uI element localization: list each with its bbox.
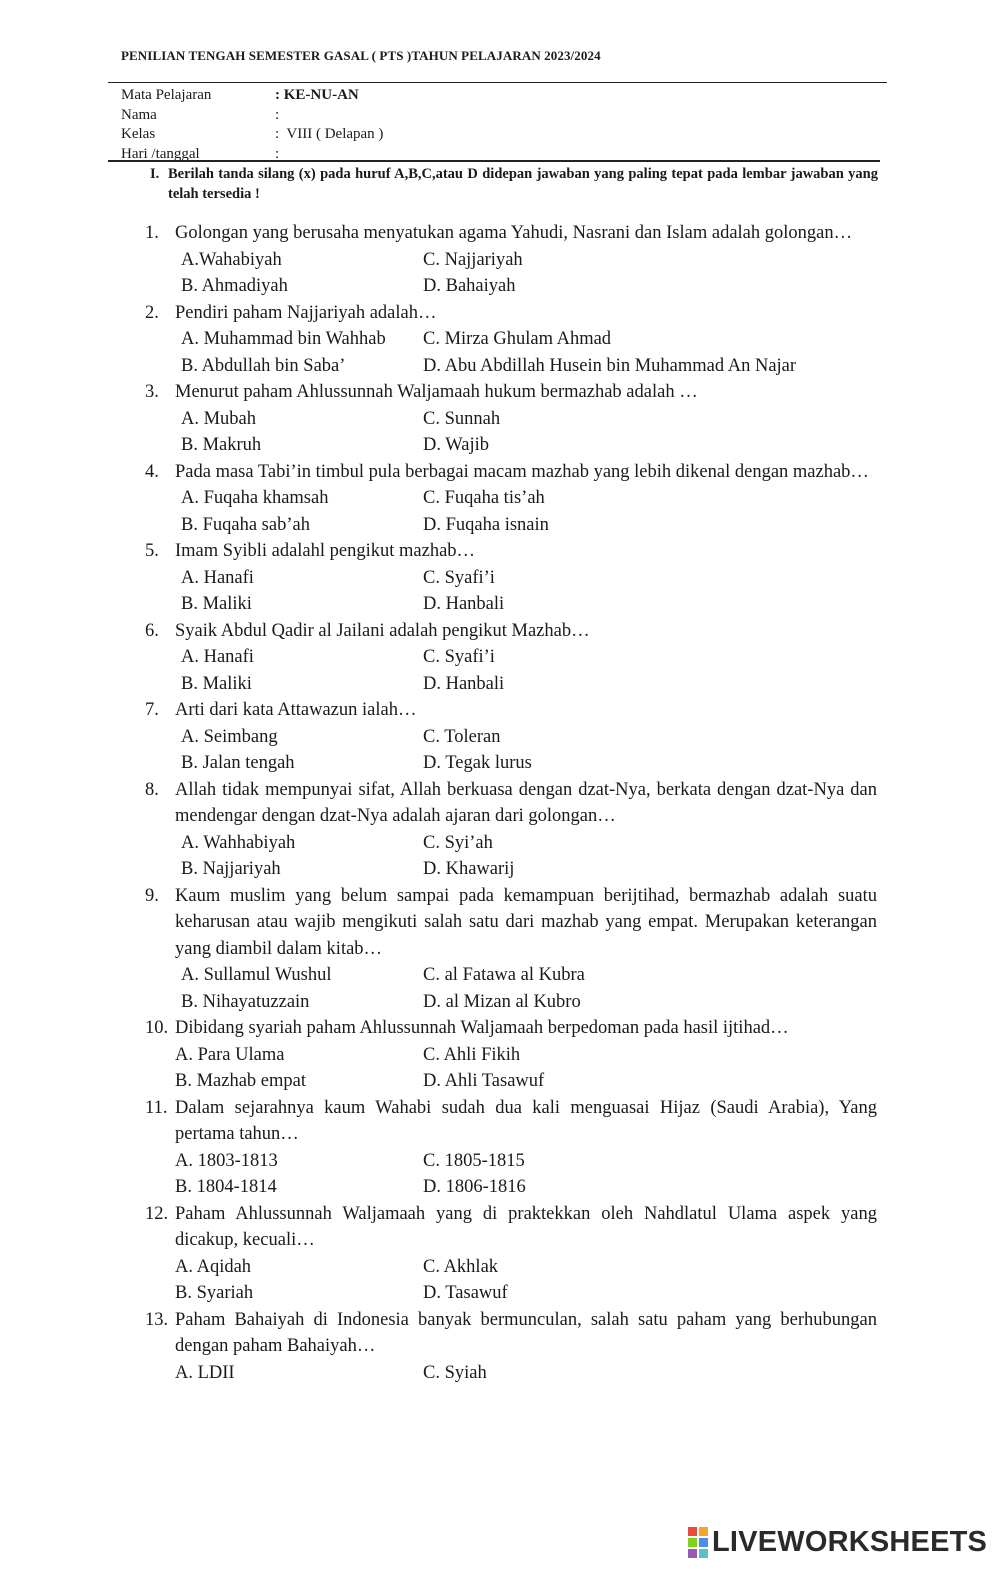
question-text: Kaum muslim yang belum sampai pada kemampuan berijtihad, bermazhab adalah suatu keharusan atau wajib mengikuti salah satu dari mazhab yang empat. Merupakan keterangan yang diambil dalam kitab… [175,885,877,959]
option-d[interactable]: D. Ahli Tasawuf [423,1071,545,1091]
logo-square [699,1527,708,1536]
option-row [145,512,877,539]
meta-row-subject [121,86,821,106]
option-c[interactable]: C. Mirza Ghulam Ahmad [423,329,612,349]
option-row [145,750,877,777]
option-a[interactable]: A.Wahabiyah [181,249,282,270]
question-number: 8. [145,779,159,800]
option-d[interactable]: D. Khawarij [423,859,515,879]
question-number: 10. [145,1018,169,1038]
option-d[interactable]: D. 1806-1816 [423,1177,526,1197]
option-a[interactable]: A. Aqidah [175,1256,252,1277]
option-row [145,1174,877,1201]
meta-value: : KE-NU-AN [275,87,359,103]
question-item [145,1015,877,1095]
brand-name: LIVEWORKSHEETS [712,1525,988,1558]
option-c[interactable]: C. al Fatawa al Kubra [423,965,585,985]
option-b[interactable]: B. 1804-1814 [175,1177,277,1197]
question-text: Pada masa Tabi’in timbul pula berbagai macam mazhab yang lebih dikenal dengan mazhab… [175,461,869,482]
liveworksheets-logo-icon [688,1527,708,1558]
option-c[interactable]: C. Syi’ah [423,832,493,853]
question-list [145,220,877,1386]
header-divider [108,82,887,83]
student-info [121,86,821,164]
option-d[interactable]: D. al Mizan al Kubro [423,991,581,1012]
meta-label: Mata Pelajaran [121,87,212,103]
option-b[interactable]: B. Fuqaha sab’ah [181,514,310,535]
option-row [145,247,877,274]
question-text: Paham Ahlussunnah Waljamaah yang di praktekkan oleh Nahdlatul Ulama aspek yang dicakup, kecuali… [175,1203,877,1250]
question-item [145,459,877,539]
question-item [145,1307,877,1387]
question-number: 7. [145,700,159,720]
option-row [145,1148,877,1175]
option-b[interactable]: B. Syariah [175,1283,254,1303]
option-row [145,406,877,433]
question-text: Paham Bahaiyah di Indonesia banyak bermunculan, salah satu paham yang berhubungan dengan paham Bahaiyah… [175,1309,877,1356]
option-d[interactable]: D. Hanbali [423,594,505,614]
question-number: 1. [145,223,159,243]
question-item [145,379,877,459]
logo-square [688,1549,697,1558]
option-a[interactable]: A. Hanafi [181,647,254,667]
option-c[interactable]: C. Akhlak [423,1256,499,1277]
question-text: Dalam sejarahnya kaum Wahabi sudah dua kali menguasai Hijaz (Saudi Arabia), Yang pertama tahun… [175,1097,877,1144]
option-a[interactable]: A. Seimbang [181,726,278,747]
option-row [145,353,877,380]
question-item [145,618,877,698]
question-text: Imam Syibli adalahl pengikut mazhab… [175,541,476,561]
option-row [145,485,877,512]
option-b[interactable]: B. Makruh [181,435,262,455]
question-item [145,883,877,1016]
option-c[interactable]: C. 1805-1815 [423,1150,525,1171]
meta-label: Hari /tanggal [121,145,200,162]
option-b[interactable]: B. Ahmadiyah [181,276,288,296]
option-a[interactable]: A. LDII [175,1362,235,1383]
option-row [145,1360,877,1387]
option-b[interactable]: B. Nihayatuzzain [181,991,310,1012]
option-d[interactable]: D. Fuqaha isnain [423,514,549,535]
option-b[interactable]: B. Maliki [181,594,252,614]
logo-square [699,1549,708,1558]
option-d[interactable]: D. Tegak lurus [423,753,532,773]
option-a[interactable]: A. Wahhabiyah [181,832,296,853]
question-item [145,1095,877,1201]
meta-value: : [275,145,280,162]
footer-brand [688,1525,987,1559]
instruction [150,164,878,204]
question-number: 4. [145,461,159,482]
option-d[interactable]: D. Bahaiyah [423,276,516,296]
question-number: 12. [145,1203,169,1224]
instruction-text: Berilah tanda silang (x) pada huruf A,B,C,atau D didepan jawaban yang paling tepat pada lembar jawaban yang telah tersedia ! [168,166,878,202]
option-d[interactable]: D. Hanbali [423,673,505,694]
option-a[interactable]: A. Para Ulama [175,1044,285,1065]
question-item [145,777,877,883]
option-c[interactable]: C. Toleran [423,726,501,747]
question-text: Pendiri paham Najjariyah adalah… [175,302,437,323]
question-text: Arti dari kata Attawazun ialah… [175,700,417,720]
question-number: 11. [145,1097,168,1118]
option-a[interactable]: A. Muhammad bin Wahhab [181,329,386,349]
option-row [145,989,877,1016]
option-row [145,644,877,671]
question-text: Dibidang syariah paham Ahlussunnah Waljamaah berpedoman pada hasil ijtihad… [175,1018,789,1038]
meta-label: Kelas [121,126,156,142]
option-row [145,591,877,618]
question-number: 13. [145,1309,169,1330]
option-c[interactable]: C. Ahli Fikih [423,1044,521,1065]
option-row [145,273,877,300]
question-item [145,220,877,300]
option-a[interactable]: A. 1803-1813 [175,1150,278,1171]
question-item [145,300,877,380]
option-b[interactable]: B. Maliki [181,673,252,694]
option-d[interactable]: D. Abu Abdillah Husein bin Muhammad An Najar [423,355,797,376]
option-row [145,1280,877,1307]
option-row [145,856,877,883]
exam-title: PENILIAN TENGAH SEMESTER GASAL ( PTS )TAHUN PELAJARAN 2023/2024 [121,48,601,63]
option-a[interactable]: A. Hanafi [181,567,254,588]
meta-row-class [121,125,821,145]
instruction-number: I. [150,166,160,182]
option-b[interactable]: B. Jalan tengah [181,753,295,773]
option-b[interactable]: B. Abdullah bin Saba’ [181,355,346,376]
option-a[interactable]: A. Mubah [181,408,257,429]
option-d[interactable]: D. Tasawuf [423,1283,508,1303]
question-number: 3. [145,382,159,402]
option-b[interactable]: B. Mazhab empat [175,1071,306,1091]
option-c[interactable]: C. Fuqaha tis’ah [423,488,545,508]
logo-square [699,1538,708,1547]
option-b[interactable]: B. Najjariyah [181,859,281,879]
option-row [145,432,877,459]
meta-label: Nama [121,106,157,123]
logo-square [688,1527,697,1536]
option-c[interactable]: C. Syiah [423,1362,487,1383]
option-a[interactable]: A. Sullamul Wushul [181,965,332,985]
question-number: 5. [145,541,159,561]
option-c[interactable]: C. Syafi’i [423,647,495,667]
option-row [145,326,877,353]
option-c[interactable]: C. Najjariyah [423,249,523,270]
option-row [145,830,877,857]
question-text: Syaik Abdul Qadir al Jailani adalah pengikut Mazhab… [175,620,590,641]
option-d[interactable]: D. Wajib [423,435,489,455]
option-row [145,962,877,989]
question-item [145,538,877,618]
question-number: 9. [145,885,159,906]
logo-square [688,1538,697,1547]
option-c[interactable]: C. Sunnah [423,408,501,429]
question-item [145,697,877,777]
question-text: Allah tidak mempunyai sifat, Allah berkuasa dengan dzat-Nya, berkata dengan dzat-Nya dan mendengar dengan dzat-Nya adalah ajaran dari golongan… [175,779,877,826]
option-a[interactable]: A. Fuqaha khamsah [181,488,329,508]
meta-row-name [121,106,821,126]
option-row [145,1042,877,1069]
question-number: 6. [145,620,159,641]
option-row [145,724,877,751]
info-divider [108,160,880,162]
question-text: Golongan yang berusaha menyatukan agama Yahudi, Nasrani dan Islam adalah golongan… [175,223,853,243]
option-row [145,565,877,592]
question-item [145,1201,877,1307]
option-row [145,671,877,698]
option-row [145,1254,877,1281]
meta-value: : VIII ( Delapan ) [275,126,384,142]
question-number: 2. [145,302,159,323]
option-c[interactable]: C. Syafi’i [423,567,495,588]
question-text: Menurut paham Ahlussunnah Waljamaah hukum bermazhab adalah … [175,382,698,402]
option-row [145,1068,877,1095]
meta-value: : [275,106,280,123]
